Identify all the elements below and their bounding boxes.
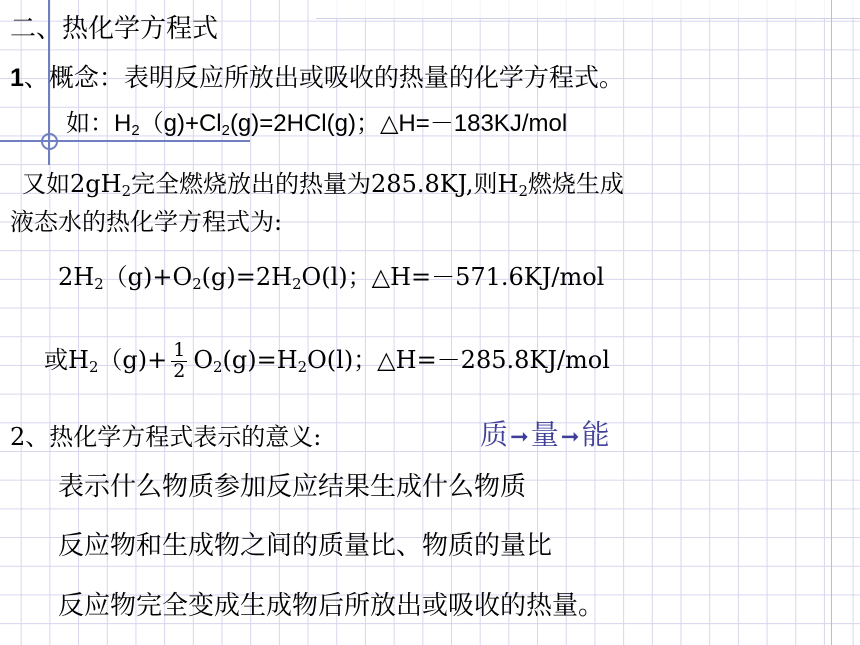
equation-2: [44, 340, 610, 382]
eq1-part1: 2H: [58, 263, 95, 291]
concept-number: 1: [10, 64, 24, 92]
example-cl-sub: 2: [221, 123, 230, 140]
meaning-heading: 2、热化学方程式表示的意义:: [10, 423, 322, 451]
eq2-sub4: 2: [297, 358, 308, 377]
another-part3: 燃烧生成: [527, 170, 624, 198]
flow-item-energy: 能: [581, 418, 610, 451]
meaning-point-1: 表示什么物质参加反应结果生成什么物质: [58, 472, 527, 502]
eq2-part3: O: [193, 346, 214, 374]
example-h-sub: 2: [131, 123, 140, 140]
another-sub1: 2: [121, 182, 132, 201]
eq1-part3: (g)=2H: [201, 263, 293, 291]
example-prefix: 如：: [66, 109, 114, 137]
concept-line: [10, 58, 624, 94]
example-h: H: [114, 110, 132, 137]
eq2-part2: （g)+: [98, 346, 168, 374]
eq2-part4: (g)=H: [222, 346, 298, 374]
meaning-point-3: 反应物完全变成生成物后所放出或吸收的热量。: [58, 591, 605, 621]
another-example-line2: 液态水的热化学方程式为:: [10, 208, 283, 236]
example-part3: (g)=2HCl(g)；△H=－183KJ/mol: [229, 110, 568, 137]
eq1-sub1: 2: [94, 275, 104, 294]
example-equation: [66, 103, 567, 138]
decorative-horizontal-line: [0, 140, 250, 142]
eq2-part5: O(l)；△H=－285.8KJ/mol: [307, 346, 610, 374]
eq2-sub3: 2: [213, 358, 223, 377]
arrow-right-icon: ➞: [560, 424, 580, 450]
flow-item-amount: 量: [530, 418, 559, 451]
fraction-one-half: [171, 341, 187, 382]
fraction-denominator: 2: [173, 360, 186, 382]
eq2-part1: 或H: [44, 346, 89, 374]
header-band: [316, 0, 860, 19]
right-rule: [831, 0, 832, 645]
decorative-circle: [41, 133, 58, 150]
eq1-sub2: 2: [192, 275, 202, 294]
another-part2: 完全燃烧放出的热量为285.8KJ,则H: [131, 170, 519, 198]
another-part1: 又如2gH: [22, 170, 122, 198]
eq2-sub1: 2: [88, 358, 99, 377]
arrow-right-icon: ➞: [510, 424, 529, 450]
eq1-part2: （g)+O: [103, 263, 193, 291]
eq1-sub3: 2: [292, 275, 302, 294]
fraction-numerator: 1: [173, 339, 186, 362]
concept-text: 、概念：表明反应所放出或吸收的热量的化学方程式。: [23, 63, 624, 92]
another-example-line1: [22, 164, 624, 199]
section-heading: 二、热化学方程式: [10, 14, 219, 44]
meaning-point-2: 反应物和生成物之间的质量比、物质的量比: [58, 531, 553, 561]
equation-1: [58, 257, 604, 292]
another-sub2: 2: [518, 182, 528, 201]
eq1-part4: O(l)；△H=－571.6KJ/mol: [301, 263, 605, 291]
flow-item-substance: 质: [480, 418, 509, 451]
example-part2: （g)+Cl: [139, 110, 222, 137]
mass-energy-flow: [480, 413, 610, 453]
